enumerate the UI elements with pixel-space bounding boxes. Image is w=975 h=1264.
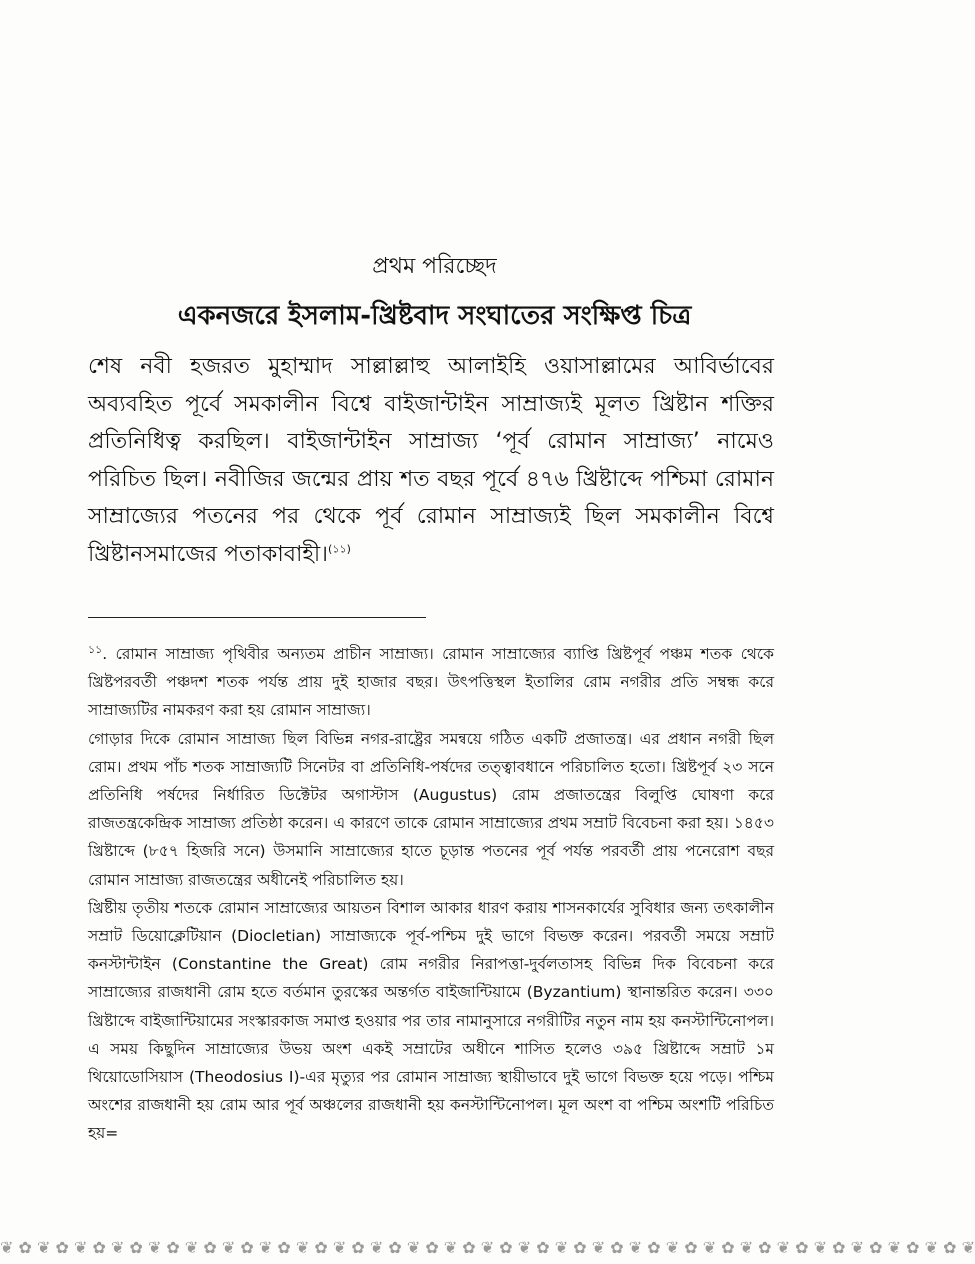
footnote-paragraph-3: খ্রিষ্টীয় তৃতীয় শতকে রোমান সাম্রাজ্যের আয়তন বিশাল আকার ধারণ করায় শাসনকার্যের সুবিধার জন্য তৎকালীন সম্রাট ডিয়োক্লেটিয়ান (Diocletian) সাম্রাজ্যকে পূর্ব-পশ্চিম দুই ভাগে বিভক্ত করেন। পরবর্তী সময়ে সম্রাট কনস্টান্টাইন (Constantine the Great) রোম নগরীর নিরাপত্তা-দুর্বলতাসহ বিভিন্ন দিক বিবেচনা করে সাম্রাজ্যের রাজধানী রোম হতে বর্তমান তুরস্কের অন্তর্গত বাইজান্টিয়ামে (Byzantium) স্থানান্তরিত করেন। ৩৩০ খ্রিষ্টাব্দে বাইজান্টিয়ামের সংস্কারকাজ সমাপ্ত হওয়ার পর তার নামানুসারে নগরীটির নতুন নাম হয় কনস্টান্টিনোপল। এ সময় কিছুদিন সাম্রাজ্যের উভয় অংশ একই সম্রাটের অধীনে শাসিত হলেও ৩৯৫ খ্রিষ্টাব্দে সম্রাট ১ম থিয়োডোসিয়াস (Theodosius I)-এর মৃত্যুর পর রোমান সাম্রাজ্য স্থায়ীভাবে দুই ভাগে বিভক্ত হয়ে পড়ে। পশ্চিম অংশের রাজধানী হয় রোম আর পূর্ব অঞ্চলের রাজধানী হয় কনস্টান্টিনোপল। মূল অংশ বা পশ্চিম অংশটি পরিচিত হয়= <box>88 898 774 1143</box>
body-paragraph <box>88 348 774 573</box>
footnote-paragraph-2: গোড়ার দিকে রোমান সাম্রাজ্য ছিল বিভিন্ন নগর-রাষ্ট্রের সমন্বয়ে গঠিত একটি প্রজাতন্ত্র। এর প্রধান নগরী ছিল রোম। প্রথম পাঁচ শতক সাম্রাজ্যটি সিনেটর বা প্রতিনিধি-পর্ষদের তত্ত্বাবধানে পরিচালিত হতো। খ্রিষ্টপূর্ব ২৩ সনে প্রতিনিধি পর্ষদের নির্ধারিত ডিক্টেটর অগাস্টাস (Augustus) রোম প্রজাতন্ত্রের বিলুপ্তি ঘোষণা করে রাজতন্ত্রকেন্দ্রিক সাম্রাজ্য প্রতিষ্ঠা করেন। এ কারণে তাকে রোমান সাম্রাজ্যের প্রথম সম্রাট বিবেচনা করা হয়। ১৪৫৩ খ্রিষ্টাব্দে (৮৫৭ হিজরি সনে) উসমানি সাম্রাজ্যের হাতে চূড়ান্ত পতনের পূর্ব পর্যন্ত পরবর্তী প্রায় পনেরোশ বছর রোমান সাম্রাজ্য রাজতন্ত্রের অধীনেই পরিচালিত হয়। <box>88 729 774 889</box>
decorative-floral-border-icon: ❦ ✿ ❦ ✿ ❦ ✿ ❦ ✿ ❦ ✿ ❦ ✿ ❦ ✿ ❦ ✿ ❦ ✿ ❦ ✿ ❦ ✿ ❦ ✿ ❦ ✿ ❦ ✿ ❦ ✿ ❦ ✿ ❦ ✿ ❦ ✿ ❦ ✿ ❦ ✿ ❦ ✿ ❦ ✿ ❦ ✿ ❦ ✿ ❦ ✿ ❦ ✿ ❦ <box>0 1237 975 1257</box>
chapter-heading: প্রথম পরিচ্ছেদ <box>372 254 497 279</box>
footnote-reference: (১১) <box>328 542 351 556</box>
footnote-block <box>88 640 774 1148</box>
footnote-marker: ১১ <box>88 642 103 656</box>
footnote-separator <box>88 617 426 618</box>
body-text: শেষ নবী হজরত মুহাম্মাদ সাল্লাল্লাহু আলাইহি ওয়াসাল্লামের আবির্ভাবের অব্যবহিত পূর্বে সমকালীন বিশ্বে বাইজান্টাইন সাম্রাজ্যই মূলত খ্রিষ্টান শক্তির প্রতিনিধিত্ব করছিল। বাইজান্টাইন সাম্রাজ্য ‘পূর্ব রোমান সাম্রাজ্য’ নামেও পরিচিত ছিল। নবীজির জন্মের প্রায় শত বছর পূর্বে ৪৭৬ খ্রিষ্টাব্দে পশ্চিমা রোমান সাম্রাজ্যের পতনের পর থেকে পূর্ব রোমান সাম্রাজ্যই ছিল সমকালীন বিশ্বে খ্রিষ্টানসমাজের পতাকাবাহী। <box>88 354 774 567</box>
chapter-title: একনজরে ইসলাম-খ্রিষ্টবাদ সংঘাতের সংক্ষিপ্ত চিত্র <box>177 301 692 331</box>
footnote-paragraph-1 <box>88 640 774 725</box>
footnote-text-1: . রোমান সাম্রাজ্য পৃথিবীর অন্যতম প্রাচীন সাম্রাজ্য। রোমান সাম্রাজ্যের ব্যাপ্তি খ্রিষ্টপূর্ব পঞ্চম শতক থেকে খ্রিষ্টপরবর্তী পঞ্চদশ শতক পর্যন্ত প্রায় দুই হাজার বছর। উৎপত্তিস্থল ইতালির রোম নগরীর প্রতি সম্বন্ধ করে সাম্রাজ্যটির নামকরণ করা হয় রোমান সাম্রাজ্য। <box>88 645 774 720</box>
